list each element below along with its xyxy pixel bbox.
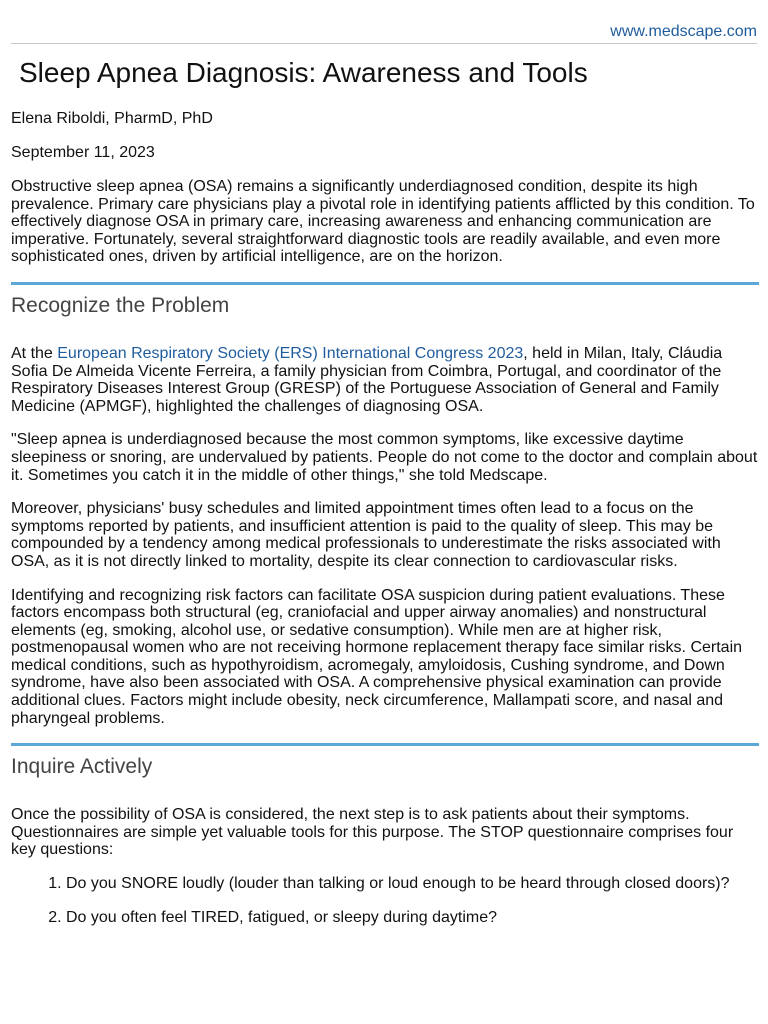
article-title: Sleep Apnea Diagnosis: Awareness and Tools xyxy=(19,57,588,88)
paragraph xyxy=(11,345,759,415)
paragraph: "Sleep apnea is underdiagnosed because the most common symptoms, like excessive daytime sleepiness or snoring, are undervalued by patients. People do not come to the doctor and complain about it. Sometimes you catch it in the middle of other things," she told Medscape. xyxy=(11,431,758,484)
article-date: September 11, 2023 xyxy=(11,144,155,161)
paragraph: Identifying and recognizing risk factors can facilitate OSA suspicion during patient evaluations. These factors encompass both structural (eg, craniofacial and upper airway anomalies) and nonstructural elements (eg, smoking, alcohol use, or sedative consumption). While men are at higher risk, postmenopausal women who are not receiving hormone replacement therapy face similar risks. Certain medical conditions, such as hypothyroidism, acromegaly, amyloidosis, Cushing syndrome, and Down syndrome, have also been associated with OSA. A comprehensive physical examination can provide additional clues. Factors might include obesity, neck circumference, Mallampati score, and nasal and pharyngeal problems. xyxy=(11,586,743,727)
list-item: 1. Do you SNORE loudly (louder than talking or loud enough to be heard through closed doors)? xyxy=(66,875,759,893)
header-divider xyxy=(11,43,757,44)
paragraph: Once the possibility of OSA is considered, the next step is to ask patients about their symptoms. Questionnaires are simple yet valuable tools for this purpose. The STOP questionnaire comprises four key questions: xyxy=(11,806,734,859)
text: At the xyxy=(11,344,58,362)
paragraph: Moreover, physicians' busy schedules and limited appointment times often lead to a focus on the symptoms reported by patients, and insufficient attention is paid to the quality of sleep. This may be compounded by a tendency among medical professionals to underestimate the risks associated with OSA, as it is not directly linked to mortality, despite its clear connection to cardiovascular risks. xyxy=(11,500,721,570)
section-heading-recognize: Recognize the Problem xyxy=(11,293,230,317)
text: , held in Milan, Italy, Cláudia Sofia De Almeida Vicente Ferreira, a family physician from Coimbra, Portugal, and coordinator of the Respiratory Diseases Interest Group (GRESP) of the Portuguese Association of General and Family Medicine (APMGF), highlighted the challenges of diagnosing OSA. xyxy=(11,344,723,415)
medscape-site-link[interactable]: www.medscape.com xyxy=(610,23,757,40)
section-heading-inquire: Inquire Actively xyxy=(11,755,153,779)
intro-paragraph: Obstructive sleep apnea (OSA) remains a significantly underdiagnosed condition, despite its high prevalence. Primary care physicians play a pivotal role in identifying patients afflicted by this condition. To effectively diagnose OSA in primary care, increasing awareness and enhancing communication are imperative. Fortunately, several straightforward diagnostic tools are readily available, and even more sophisticated ones, driven by artificial intelligence, are on the horizon. xyxy=(11,178,755,266)
stop-questionnaire-list xyxy=(11,875,759,926)
ers-congress-link[interactable]: European Respiratory Society (ERS) International Congress 2023 xyxy=(57,344,524,362)
section-divider xyxy=(11,282,759,285)
list-item: 2. Do you often feel TIRED, fatigued, or sleepy during daytime? xyxy=(66,909,759,927)
section-divider xyxy=(11,743,759,746)
article-author: Elena Riboldi, PharmD, PhD xyxy=(11,110,213,127)
article xyxy=(11,56,759,942)
